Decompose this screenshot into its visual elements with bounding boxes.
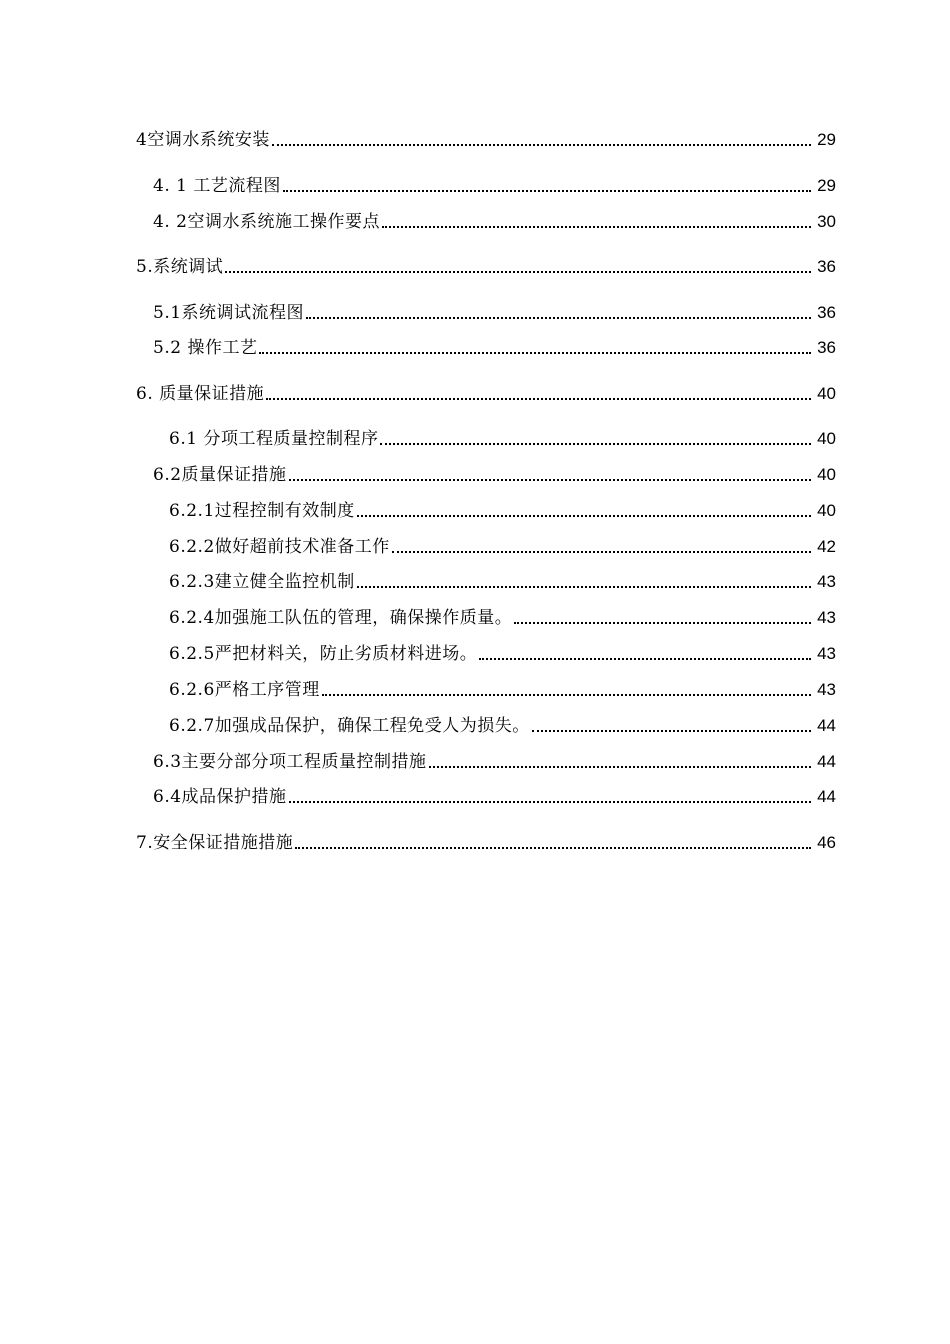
toc-entry-title: 6.2.1过程控制有效制度 [169,501,355,521]
toc-entry[interactable] [0,171,836,197]
toc-entry-page: 40 [817,501,836,520]
toc-entry-title: 6.2.7加强成品保护，确保工程免受人为损失。 [169,716,530,736]
toc-entry-title: 6.2.4加强施工队伍的管理，确保操作质量。 [169,608,513,628]
toc-entry-page: 29 [817,176,836,195]
dot-leader [259,352,811,354]
toc-entry-page: 42 [817,537,836,556]
dot-leader [357,586,811,588]
toc-entry[interactable] [0,782,836,808]
dot-leader [514,622,811,624]
toc-entry[interactable] [0,711,836,737]
toc-entry-title: 5.2 操作工艺 [153,338,258,358]
toc-entry-page: 36 [817,257,836,276]
toc-entry-page: 40 [817,429,836,448]
toc-entry[interactable] [0,639,836,665]
dot-leader [380,443,811,445]
toc-entry[interactable] [0,424,836,450]
toc-entry-page: 40 [817,384,836,403]
toc-entry-title: 6.2.5严把材料关，防止劣质材料进场。 [169,644,478,664]
toc-entry-page: 44 [817,716,836,735]
dot-leader [392,551,811,553]
dot-leader [225,271,811,273]
toc-entry-title: 6.2.3建立健全监控机制 [169,572,355,592]
dot-leader [295,847,811,849]
toc-entry[interactable] [0,603,836,629]
toc-entry[interactable] [0,207,836,233]
toc-entry[interactable] [0,828,836,854]
dot-leader [266,398,811,400]
toc-entry-page: 36 [817,338,836,357]
toc-entry-page: 36 [817,303,836,322]
toc-entry-title: 5.系统调试 [136,257,224,277]
toc-entry-page: 46 [817,833,836,852]
toc-entry-page: 40 [817,465,836,484]
toc-entry-title: 6.4成品保护措施 [153,787,287,807]
toc-entry-title: 4. 1 工艺流程图 [153,176,281,196]
toc-entry[interactable] [0,496,836,522]
toc-entry-page: 29 [817,130,836,149]
toc-entry-title: 6.2.2做好超前技术准备工作 [169,537,390,557]
toc-entry-title: 6. 质量保证措施 [136,384,265,404]
toc-entry[interactable] [0,333,836,359]
toc-entry[interactable] [0,675,836,701]
dot-leader [357,515,811,517]
dot-leader [272,144,811,146]
dot-leader [532,730,811,732]
dot-leader [289,479,812,481]
dot-leader [479,658,811,660]
toc-entry-page: 44 [817,787,836,806]
toc-entry[interactable] [0,747,836,773]
toc-entry-title: 4. 2空调水系统施工操作要点 [153,212,380,232]
toc-entry-title: 5.1系统调试流程图 [153,303,305,323]
dot-leader [283,190,811,192]
toc-entry[interactable] [0,532,836,558]
dot-leader [306,317,811,319]
toc-entry[interactable] [0,567,836,593]
toc-entry[interactable] [0,460,836,486]
toc-entry-page: 43 [817,608,836,627]
dot-leader [429,766,812,768]
toc-entry[interactable] [0,379,836,405]
toc-entry-page: 43 [817,572,836,591]
toc-entry-title: 7.安全保证措施措施 [136,833,294,853]
toc-entry-title: 6.2.6严格工序管理 [169,680,320,700]
toc-entry-title: 6.1 分项工程质量控制程序 [169,429,379,449]
toc-entry-title: 4空调水系统安装 [136,130,270,150]
dot-leader [289,801,812,803]
toc-entry[interactable] [0,298,836,324]
toc-entry[interactable] [0,125,836,151]
toc-entry-title: 6.3主要分部分项工程质量控制措施 [153,752,427,772]
toc-entry-page: 43 [817,680,836,699]
dot-leader [322,694,811,696]
toc-entry-page: 43 [817,644,836,663]
toc-entry-page: 44 [817,752,836,771]
toc-entry[interactable] [0,252,836,278]
toc-entry-page: 30 [817,212,836,231]
dot-leader [382,226,811,228]
toc-entry-title: 6.2质量保证措施 [153,465,287,485]
